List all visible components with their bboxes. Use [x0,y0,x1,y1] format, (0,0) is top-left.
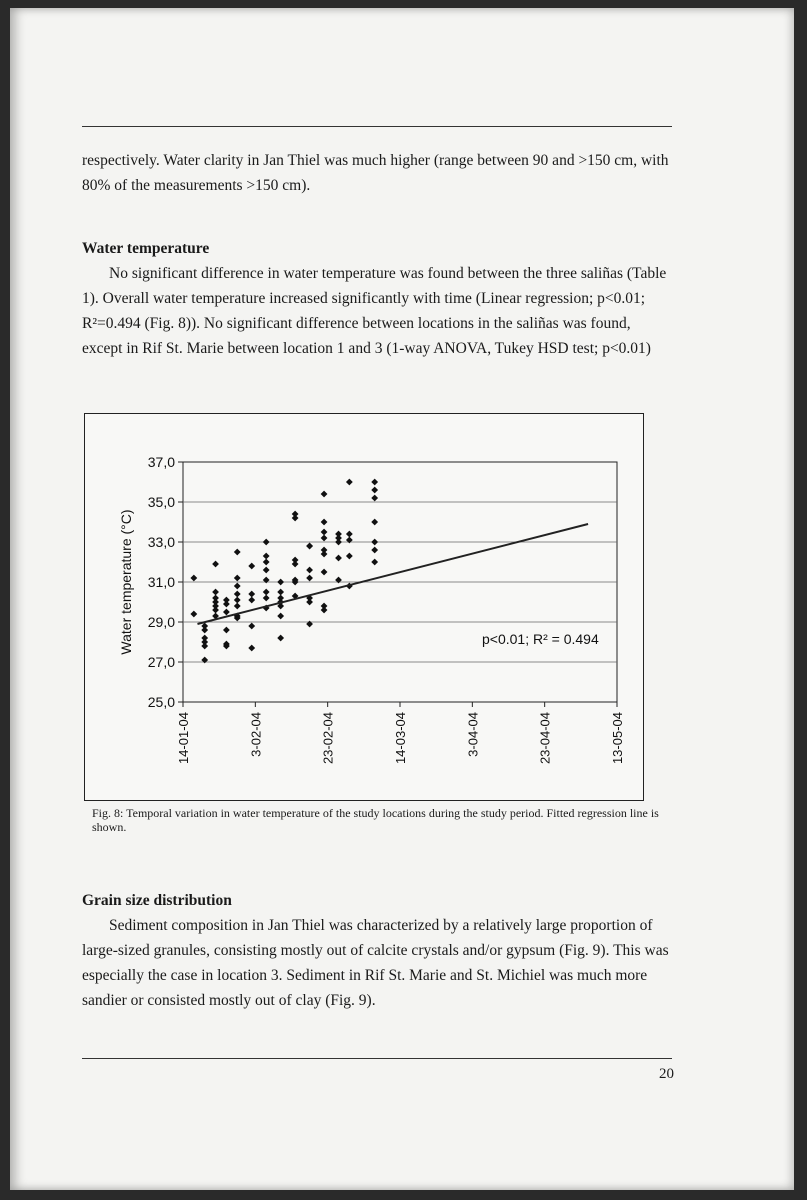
data-point [306,543,313,550]
data-point [234,603,241,610]
data-point [212,607,219,614]
document-page [10,8,794,1190]
data-point [277,613,284,620]
y-tick-label: 37,0 [147,454,175,470]
data-point [321,551,328,558]
page-number: 20 [659,1066,674,1082]
data-point [248,563,255,570]
data-point [371,539,378,546]
data-point [346,479,353,486]
data-point [234,549,241,556]
x-tick-label: 3-04-04 [465,712,481,757]
data-point [190,575,197,582]
regression-line [197,524,588,624]
data-point [306,575,313,582]
data-point [371,519,378,526]
data-point [234,583,241,590]
data-point [223,627,230,634]
data-point [248,645,255,652]
y-tick-label: 29,0 [147,614,175,630]
data-point [335,555,342,562]
x-tick-label: 3-02-04 [248,712,264,757]
y-tick-label: 25,0 [147,694,175,710]
data-point [321,535,328,542]
data-point [201,643,208,650]
data-point [321,491,328,498]
data-point [212,561,219,568]
figure-caption: Fig. 8: Temporal variation in water temperature of the study locations during the study period. Fitted regression line is shown. [92,806,659,834]
regression-annotation: p<0.01; R² = 0.494 [482,631,599,647]
data-point [292,515,299,522]
data-point [371,479,378,486]
data-point [263,595,270,602]
x-tick-label: 13-05-04 [610,712,625,765]
data-point [277,589,284,596]
data-point [306,599,313,606]
y-axis-label: Water temperature (°C) [118,509,134,655]
data-point [371,487,378,494]
data-point [201,627,208,634]
data-point [277,635,284,642]
data-point [321,519,328,526]
data-point [190,611,197,618]
y-tick-label: 35,0 [147,494,175,510]
data-point [234,575,241,582]
data-point [306,567,313,574]
data-point [346,531,353,538]
data-point [321,569,328,576]
paragraph-grain-size: Sediment composition in Jan Thiel was characterized by a relatively large proportion of large-sized granules, consisting mostly out of calcite crystals and/or gypsum (Fig. 9). This was especially the case in location 3. Sediment in Rif St. Marie and St. Michiel was much more sandier or consisted mostly out of clay (Fig. 9). [82,917,669,1009]
heading-water-temperature: Water temperature [82,240,210,257]
x-tick-label: 23-02-04 [320,712,336,765]
data-point [263,539,270,546]
data-point [263,553,270,560]
x-tick-label: 14-03-04 [393,712,408,765]
data-point [263,559,270,566]
data-point [223,609,230,616]
data-point [234,597,241,604]
data-point [248,591,255,598]
chart-svg [85,414,643,800]
data-point [223,601,230,608]
data-point [335,539,342,546]
data-point [292,561,299,568]
paragraph-water-temperature: No significant difference in water temperature was found between the three saliñas (Table 1). Overall water temperature increased significantly with time (Linear regression; p<0.01; R²=0.494 (Fig. 8)). No significant difference between locations in the saliñas was found, except in Rif St. Marie between location 1 and 3 (1-way ANOVA, Tukey HSD test; p<0.01) [82,265,667,357]
figure-8-scatter-chart [84,413,644,801]
footer-rule [82,1058,672,1059]
y-tick-label: 31,0 [147,574,175,590]
y-tick-label: 27,0 [147,654,175,670]
data-point [234,591,241,598]
paragraph-water-clarity: respectively. Water clarity in Jan Thiel was much higher (range between 90 and >150 cm, with 80% of the measurements >150 cm). [82,152,669,194]
data-point [321,607,328,614]
data-point [212,589,219,596]
header-rule [82,126,672,127]
data-point [263,567,270,574]
data-point [346,553,353,560]
y-tick-label: 33,0 [147,534,175,550]
data-point [263,589,270,596]
data-point [371,495,378,502]
heading-grain-size: Grain size distribution [82,892,232,909]
data-point [321,529,328,536]
data-point [277,579,284,586]
data-point [371,547,378,554]
x-tick-label: 23-04-04 [537,712,553,765]
data-point [248,597,255,604]
data-point [248,623,255,630]
data-point [371,559,378,566]
x-tick-label: 14-01-04 [176,712,191,765]
